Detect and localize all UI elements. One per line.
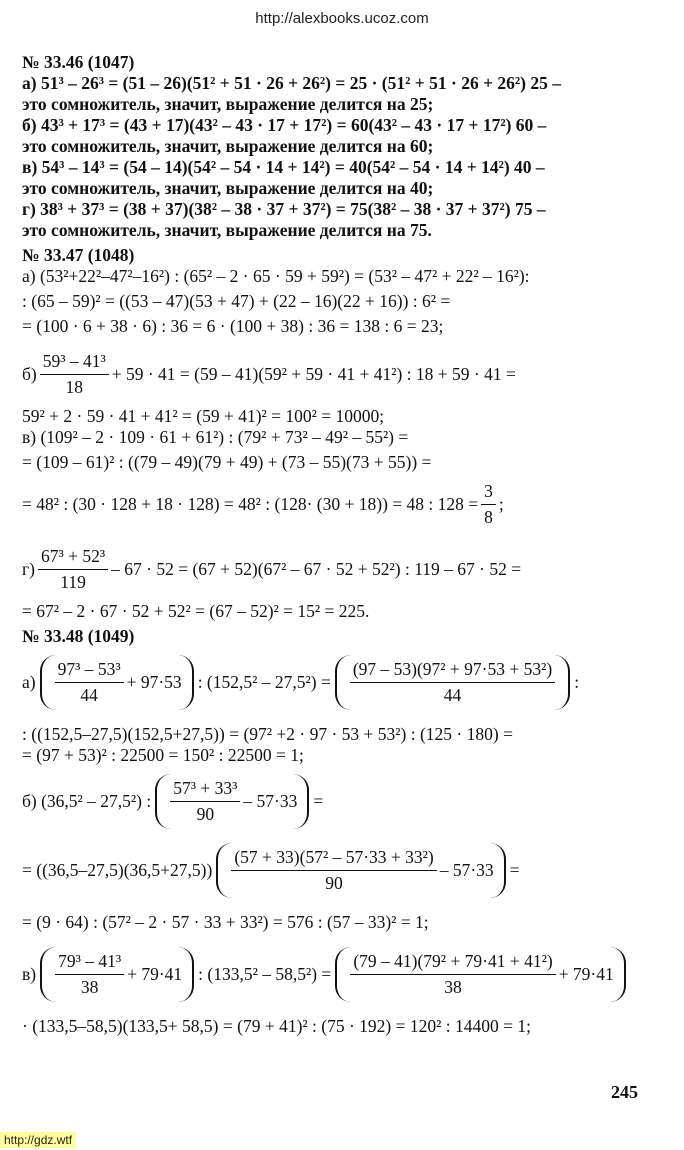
page-content bbox=[22, 52, 662, 1037]
fraction bbox=[350, 951, 555, 998]
denominator: 90 bbox=[196, 804, 215, 824]
text-line: = (9 · 64) : (57² – 2 · 57 · 33 + 33²) = 576 : (57 – 33)² = 1; bbox=[22, 912, 429, 932]
numerator: (79 – 41)(79² + 79·41 + 41²) bbox=[350, 951, 555, 975]
denominator: 119 bbox=[60, 572, 86, 592]
expression: ; bbox=[498, 494, 504, 514]
numerator: 57³ + 33³ bbox=[170, 778, 240, 802]
part-label: г) bbox=[22, 559, 36, 579]
text-line: в) (109² – 2 · 109 · 61 + 61²) : (79² + 73² – 49² – 55²) = bbox=[22, 427, 409, 447]
numerator: 67³ + 52³ bbox=[38, 546, 108, 570]
expression: = ((36,5–27,5)(36,5+27,5)) bbox=[22, 860, 213, 880]
expression: : (133,5² – 58,5²) = bbox=[198, 964, 332, 984]
parenthesized-group bbox=[335, 947, 625, 1002]
denominator: 38 bbox=[444, 977, 462, 997]
expression: : (152,5² – 27,5²) = bbox=[197, 672, 331, 692]
parenthesized-group bbox=[155, 774, 309, 829]
text-line: · (133,5–58,5)(133,5+ 58,5) = (79 + 41)² : (75 · 192) = 120² : 14400 = 1; bbox=[22, 1016, 531, 1036]
problem-title-33-46: № 33.46 (1047) bbox=[22, 52, 135, 72]
text-line: : (65 – 59)² = ((53 – 47)(53 + 47) + (22 – 16)(22 + 16)) : 6² = bbox=[22, 291, 451, 311]
expression: = bbox=[313, 791, 324, 811]
text-line: г) 38³ + 37³ = (38 + 37)(38² – 38 · 37 + 37²) = 75(38² – 38 · 37 + 37²) 75 – bbox=[22, 199, 546, 219]
fraction bbox=[481, 481, 496, 528]
expression: – 57·33 bbox=[439, 860, 494, 880]
numerator: 3 bbox=[481, 481, 496, 505]
problem-title-33-48: № 33.48 (1049) bbox=[22, 626, 135, 646]
expression: – 67 · 52 = (67 + 52)(67² – 67 · 52 + 52²) : 119 – 67 · 52 = bbox=[111, 559, 522, 579]
text-line: 59² + 2 · 59 · 41 + 41² = (59 + 41)² = 100² = 10000; bbox=[22, 406, 385, 426]
fraction bbox=[350, 659, 555, 706]
text-line: = (100 · 6 + 38 · 6) : 36 = 6 · (100 + 38) : 36 = 138 : 6 = 23; bbox=[22, 316, 444, 336]
text-line: это сомножитель, значит, выражение делится на 40; bbox=[22, 178, 434, 198]
equation-row bbox=[22, 655, 662, 710]
footer-url[interactable]: http://gdz.wtf bbox=[0, 1132, 76, 1148]
part-label: б) (36,5² – 27,5²) : bbox=[22, 791, 152, 811]
denominator: 44 bbox=[80, 685, 98, 705]
text-line: это сомножитель, значит, выражение делится на 25; bbox=[22, 94, 434, 114]
numerator: 59³ – 41³ bbox=[40, 351, 109, 375]
numerator: (97 – 53)(97² + 97·53 + 53²) bbox=[350, 659, 555, 683]
parenthesized-group bbox=[216, 843, 505, 898]
numerator: (57 + 33)(57² – 57·33 + 33²) bbox=[231, 847, 436, 871]
parenthesized-group bbox=[335, 655, 570, 710]
equation-row bbox=[22, 546, 662, 593]
text-line: б) 43³ + 17³ = (43 + 17)(43² – 43 · 17 + 17²) = 60(43² – 43 · 17 + 17²) 60 – bbox=[22, 115, 547, 135]
denominator: 90 bbox=[325, 873, 343, 893]
fraction bbox=[55, 951, 124, 998]
equation-row bbox=[22, 774, 662, 829]
header-url[interactable]: http://alexbooks.ucoz.com bbox=[255, 10, 429, 27]
text-line: = (109 – 61)² : ((79 – 49)(79 + 49) + (73 – 55)(73 + 55)) = bbox=[22, 452, 432, 472]
text-line: = 67² – 2 · 67 · 52 + 52² = (67 – 52)² = 15² = 225. bbox=[22, 601, 370, 621]
text-line: а) (53²+22²–47²–16²) : (65² – 2 · 65 · 59 + 59²) = (53² – 47² + 22² – 16²): bbox=[22, 266, 530, 286]
equation-row bbox=[22, 481, 662, 528]
fraction bbox=[170, 778, 240, 825]
expression: + 97·53 bbox=[126, 672, 182, 692]
expression: + 79·41 bbox=[127, 964, 183, 984]
expression: = bbox=[509, 860, 520, 880]
expression: = 48² : (30 · 128 + 18 · 128) = 48² : (128· (30 + 18)) = 48 : 128 = bbox=[22, 494, 479, 514]
part-label: а) bbox=[22, 672, 36, 692]
numerator: 97³ – 53³ bbox=[55, 659, 124, 683]
numerator: 79³ – 41³ bbox=[55, 951, 124, 975]
equation-row bbox=[22, 351, 662, 398]
equation-row bbox=[22, 843, 662, 898]
text-line: а) 51³ – 26³ = (51 – 26)(51² + 51 · 26 + 26²) = 25 · (51² + 51 · 26 + 26²) 25 – bbox=[22, 73, 561, 93]
expression: – 57·33 bbox=[243, 791, 298, 811]
expression: + 59 · 41 = (59 – 41)(59² + 59 · 41 + 41²) : 18 + 59 · 41 = bbox=[111, 364, 516, 384]
denominator: 8 bbox=[484, 507, 493, 527]
problem-title-33-47: № 33.47 (1048) bbox=[22, 245, 135, 265]
expression: : bbox=[574, 672, 580, 692]
fraction bbox=[231, 847, 436, 894]
fraction bbox=[55, 659, 124, 706]
page-number: 245 bbox=[611, 1082, 638, 1102]
denominator: 38 bbox=[80, 977, 99, 997]
text-line: в) 54³ – 14³ = (54 – 14)(54² – 54 · 14 + 14²) = 40(54² – 54 · 14 + 14²) 40 – bbox=[22, 157, 545, 177]
parenthesized-group bbox=[40, 655, 194, 710]
text-line: = (97 + 53)² : 22500 = 150² : 22500 = 1; bbox=[22, 745, 304, 765]
text-line: : ((152,5–27,5)(152,5+27,5)) = (97² +2 · 97 · 53 + 53²) : (125 · 180) = bbox=[22, 724, 513, 744]
fraction bbox=[38, 546, 108, 593]
parenthesized-group bbox=[40, 947, 194, 1002]
part-label: б) bbox=[22, 364, 37, 384]
fraction bbox=[40, 351, 109, 398]
text-line: это сомножитель, значит, выражение делится на 75. bbox=[22, 220, 432, 240]
expression: + 79·41 bbox=[558, 964, 614, 984]
denominator: 44 bbox=[443, 685, 462, 705]
equation-row bbox=[22, 947, 662, 1002]
text-line: это сомножитель, значит, выражение делится на 60; bbox=[22, 136, 434, 156]
denominator: 18 bbox=[65, 377, 83, 397]
part-label: в) bbox=[22, 964, 37, 984]
